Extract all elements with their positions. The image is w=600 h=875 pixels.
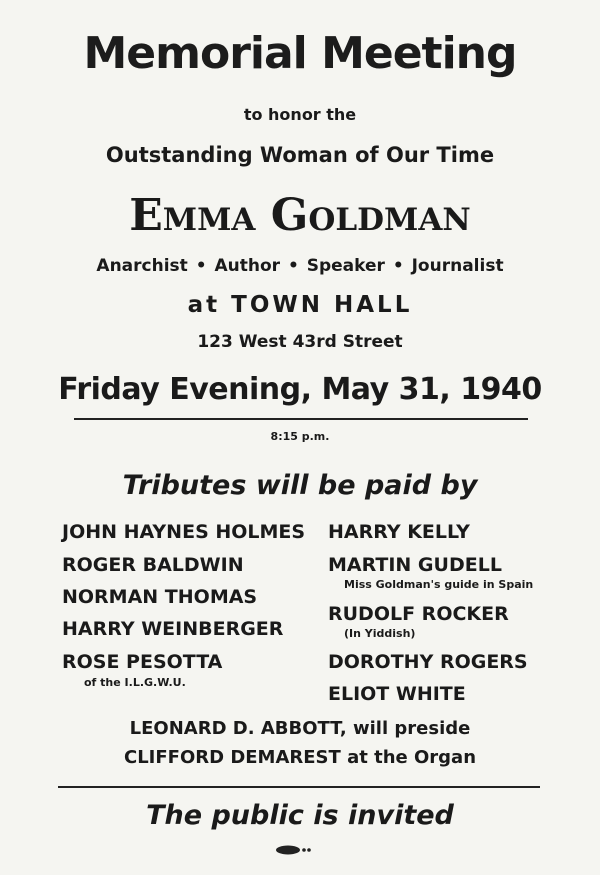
divider-rule — [74, 418, 528, 420]
speaker-left-5: ROSE PESOTTA — [62, 651, 223, 673]
speaker-right-5: ELIOT WHITE — [328, 683, 466, 705]
speaker-right-2: MARTIN GUDELL — [328, 554, 502, 576]
speaker-left-5-note: of the I.L.G.W.U. — [84, 676, 186, 689]
honor-line: to honor the — [243, 105, 357, 124]
ornament-icon — [273, 843, 313, 857]
honoree-roles: Anarchist • Author • Speaker • Journalist — [96, 256, 504, 276]
speaker-right-4: DOROTHY ROGERS — [328, 651, 528, 673]
presider: LEONARD D. ABBOTT, will preside — [129, 718, 471, 739]
address: 123 West 43rd Street — [197, 332, 403, 352]
honoree-name: Emma Goldman — [129, 190, 471, 241]
speaker-right-3: RUDOLF ROCKER — [328, 603, 509, 625]
event-date: Friday Evening, May 31, 1940 — [58, 372, 542, 407]
speaker-right-2-note: Miss Goldman's guide in Spain — [344, 578, 534, 591]
speaker-left-1: JOHN HAYNES HOLMES — [62, 521, 306, 543]
subtitle: Outstanding Woman of Our Time — [105, 143, 495, 167]
speaker-right-1: HARRY KELLY — [328, 521, 470, 543]
poster-title: Memorial Meeting — [83, 28, 517, 79]
speaker-right-3-note: (In Yiddish) — [344, 627, 416, 640]
event-time: 8:15 p.m. — [270, 430, 330, 443]
tributes-heading: Tributes will be paid by — [122, 470, 478, 501]
speaker-left-2: ROGER BALDWIN — [62, 554, 244, 576]
venue: at TOWN HALL — [187, 292, 413, 318]
organist: CLIFFORD DEMAREST at the Organ — [123, 747, 477, 768]
closing-line: The public is invited — [146, 800, 454, 831]
divider-rule-bottom — [58, 786, 540, 788]
speaker-left-4: HARRY WEINBERGER — [62, 618, 284, 640]
speaker-left-3: NORMAN THOMAS — [62, 586, 258, 608]
